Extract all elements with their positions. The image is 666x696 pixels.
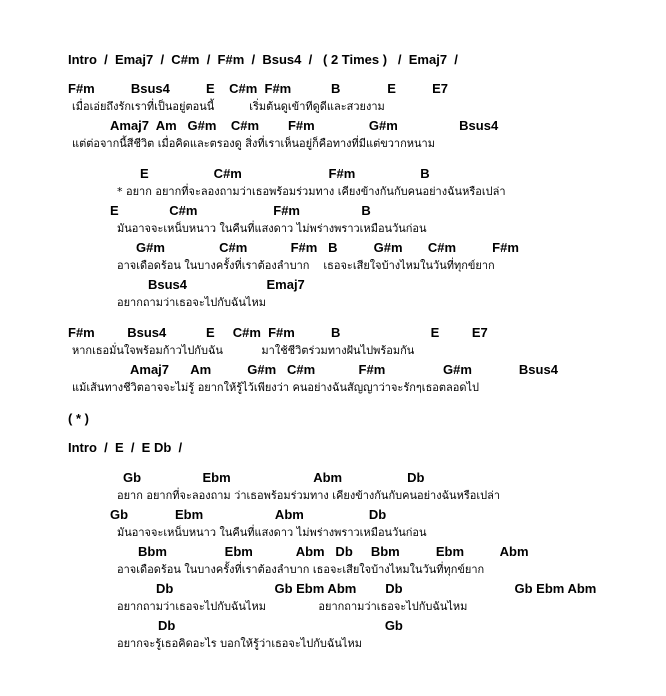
- chorus1-chord-line-3: G#m C#m F#m B G#m C#m F#m: [136, 240, 519, 255]
- chorus1-lyric-line-4: อยากถามว่าเธอจะไปกับฉันไหม: [117, 296, 266, 309]
- chorus2-lyric-line-5: อยากจะรู้เธอคิดอะไร บอกให้รู้ว่าเธอจะไปกับฉันไหม: [117, 637, 362, 650]
- intro-line-2: Intro / E / E Db /: [68, 440, 183, 455]
- verse1-lyric-line-1: เมื่อเอ่ยถึงรักเราที่เป็นอยู่ตอนนี้ เริ่มต้นดูเข้าทีดูดีและสวยงาม: [72, 100, 385, 113]
- chorus1-lyric-line-2: มันอาจจะเหน็บหนาว ในคืนที่แสงดาว ไม่พร่างพราวเหมือนวันก่อน: [117, 222, 427, 235]
- verse2-lyric-line-2: แม้เส้นทางชีวิตอาจจะไม่รู้ อยากให้รู้ไว้เพียงว่า คนอย่างฉันสัญญาว่าจะรักๆเธอตลอดไป: [72, 381, 480, 394]
- chorus2-lyric-line-4: อยากถามว่าเธอจะไปกับฉันไหม อยากถามว่าเธอจะไปกับฉันไหม: [117, 600, 468, 613]
- chorus2-chord-line-5: Db Gb: [158, 618, 403, 633]
- verse1-lyric-line-2: แต่ต่อจากนี้สีชีวิต เมื่อคิดและตรองดู สิ่งที่เราเห็นอยู่ก็คือทางที่มีแต่ขวากหนาม: [72, 137, 435, 150]
- intro-line-1: Intro / Emaj7 / C#m / F#m / Bsus4 / ( 2 Times ) / Emaj7 /: [68, 52, 458, 67]
- verse1-chord-line-1: F#m Bsus4 E C#m F#m B E E7: [68, 81, 448, 96]
- chorus2-chord-line-4: Db Gb Ebm Abm Db Gb Ebm Abm: [156, 581, 597, 596]
- chorus1-chord-line-1: E C#m F#m B: [140, 166, 430, 181]
- chorus2-lyric-line-2: มันอาจจะเหน็บหนาว ในคืนที่แสงดาว ไม่พร่างพราวเหมือนวันก่อน: [117, 526, 427, 539]
- chorus2-chord-line-3: Bbm Ebm Abm Db Bbm Ebm Abm: [138, 544, 529, 559]
- verse2-chord-line-1: F#m Bsus4 E C#m F#m B E E7: [68, 325, 488, 340]
- repeat-marker: ( * ): [68, 411, 89, 426]
- chorus2-lyric-line-3: อาจเดือดร้อน ในบางครั้งที่เราต้องลำบาก เธอจะเสียใจบ้างไหมในวันที่ทุกข์ยาก: [117, 563, 485, 576]
- verse2-chord-line-2: Amaj7 Am G#m C#m F#m G#m Bsus4: [130, 362, 558, 377]
- chorus1-lyric-line-1: * อยาก อยากที่จะลองถามว่าเธอพร้อมร่วมทาง เคียงข้างกันกับคนอย่างฉันหรือเปล่า: [117, 185, 506, 198]
- chorus2-lyric-line-1: อยาก อยากที่จะลองถาม ว่าเธอพร้อมร่วมทาง เคียงข้างกันกับคนอย่างฉันหรือเปล่า: [117, 489, 501, 502]
- verse2-lyric-line-1: หากเธอมั่นใจพร้อมก้าวไปกับฉัน มาใช้ชีวิตร่วมทางฝันไปพร้อมกัน: [72, 344, 415, 357]
- chorus1-lyric-line-3: อาจเดือดร้อน ในบางครั้งที่เราต้องลำบาก เธอจะเสียใจบ้างไหมในวันที่ทุกข์ยาก: [117, 259, 495, 272]
- verse1-chord-line-2: Amaj7 Am G#m C#m F#m G#m Bsus4: [110, 118, 499, 133]
- chorus2-chord-line-2: Gb Ebm Abm Db: [110, 507, 387, 522]
- chorus2-chord-line-1: Gb Ebm Abm Db: [123, 470, 425, 485]
- chorus1-chord-line-4: Bsus4 Emaj7: [148, 277, 305, 292]
- chorus1-chord-line-2: E C#m F#m B: [110, 203, 371, 218]
